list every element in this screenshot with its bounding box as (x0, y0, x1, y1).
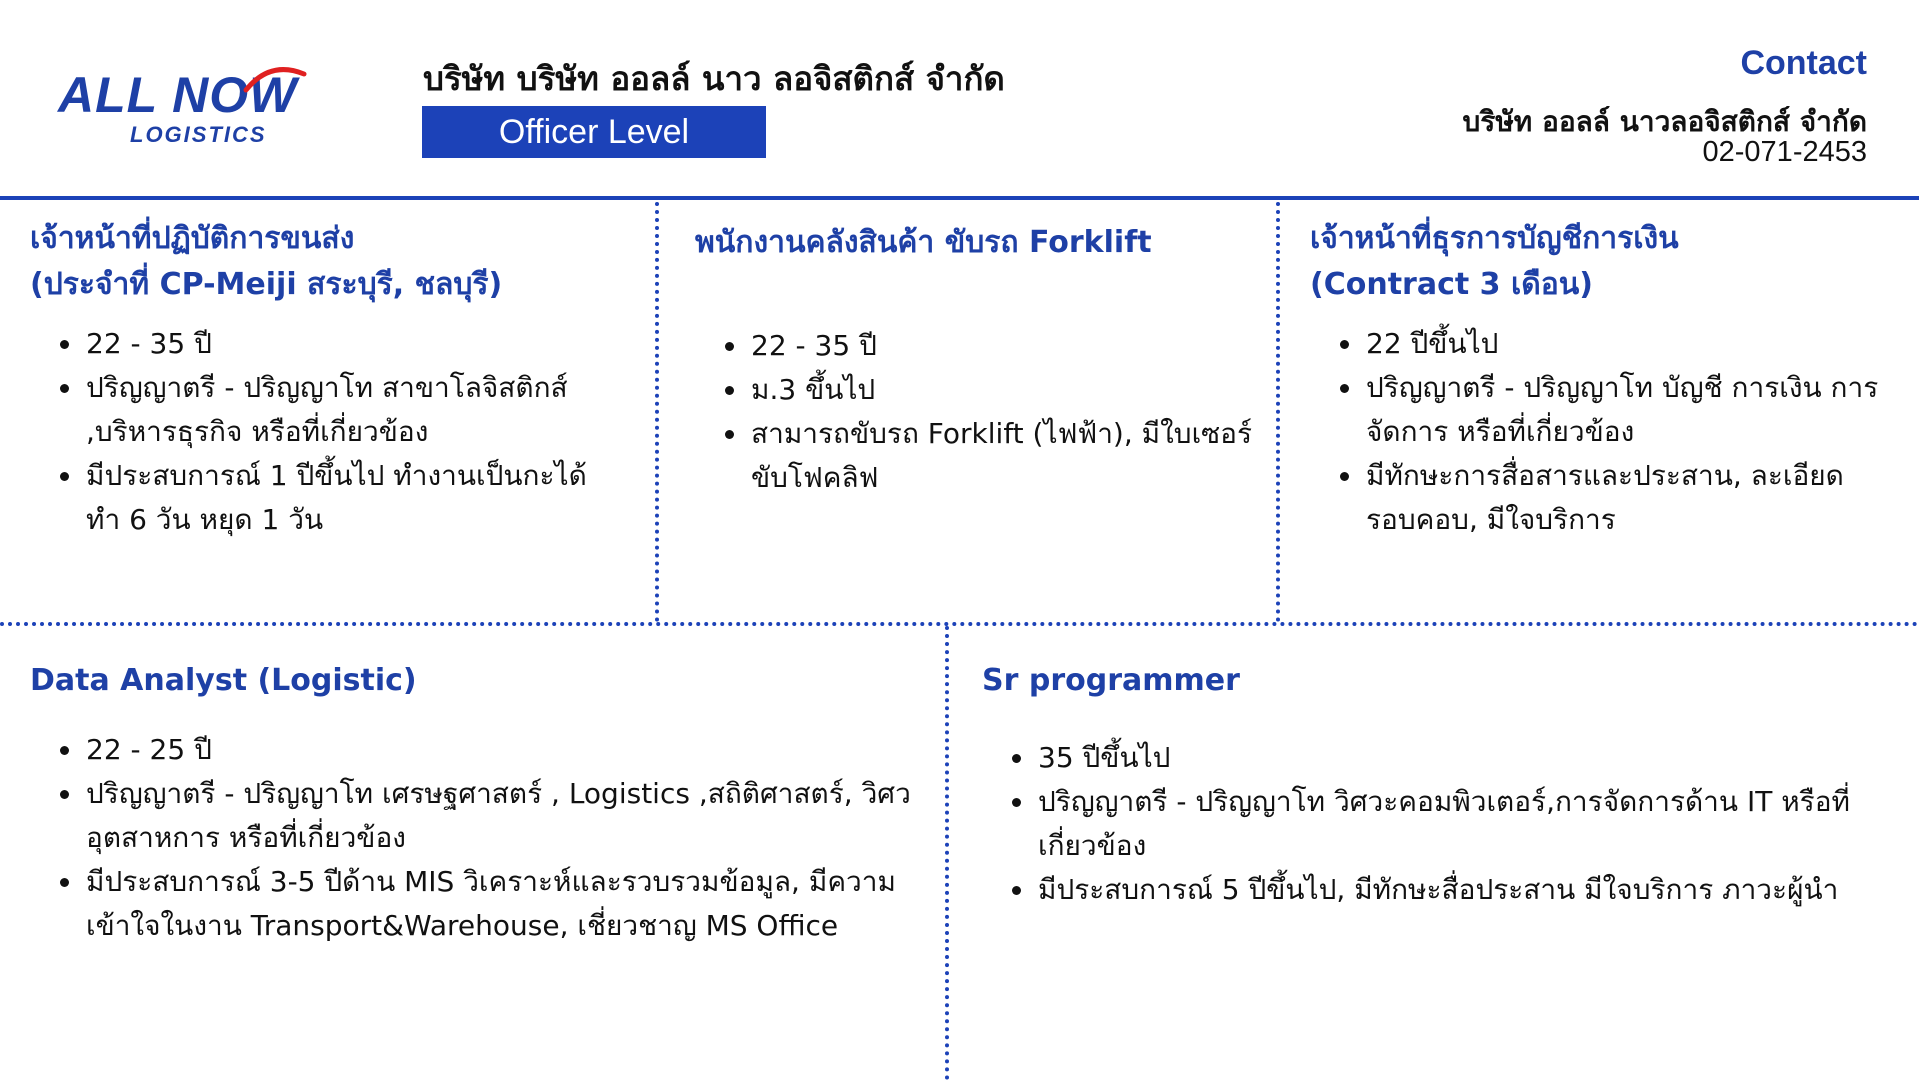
company-logo (58, 66, 368, 156)
job-card-data-analyst (30, 658, 930, 948)
contact-title: Contact (1740, 44, 1867, 82)
divider-vertical-1 (655, 202, 659, 622)
divider-vertical-3 (945, 626, 949, 1080)
contact-phone: 02-071-2453 (1702, 136, 1867, 168)
header-divider (0, 196, 1919, 200)
requirement-item: • มีประสบการณ์ 1 ปีขึ้นไป ทำงานเป็นกะได้ ทำ 6 วัน หยุด 1 วัน (84, 454, 624, 542)
requirement-item: • 22 ปีขึ้นไป (1364, 322, 1884, 366)
job-title-line-2: (Contract 3 เดือน) (1310, 267, 1593, 302)
requirements-list (695, 324, 1255, 500)
requirement-item: • ปริญญาตรี - ปริญญาโท วิศวะคอมพิวเตอร์,การจัดการด้าน IT หรือที่เกี่ยวข้อง (1036, 780, 1856, 868)
requirement-item: • ม.3 ขึ้นไป (749, 368, 1255, 412)
job-title-line-1: Data Analyst (Logistic) (30, 663, 417, 698)
job-card-warehouse-forklift (695, 220, 1255, 500)
requirement-item: • 22 - 25 ปี (84, 728, 924, 772)
job-title (1310, 216, 1890, 308)
requirement-item: • 35 ปีขึ้นไป (1036, 736, 1856, 780)
job-card-transport-officer (30, 216, 630, 542)
level-badge (422, 106, 766, 158)
requirement-item: • ปริญญาตรี - ปริญญาโท เศรษฐศาสตร์ , Logistics ,สถิติศาสตร์, วิศวอุตสาหการ หรือที่เกี่ยวข้อง (84, 772, 924, 860)
job-title (30, 658, 930, 704)
job-title-line-1: เจ้าหน้าที่ปฏิบัติการขนส่ง (30, 221, 355, 256)
company-name: บริษัท บริษัท ออลล์ นาว ลอจิสติกส์ จำกัด (423, 59, 1005, 98)
job-title (982, 658, 1882, 704)
job-title-line-1: Sr programmer (982, 663, 1240, 698)
requirements-list (30, 322, 624, 542)
level-badge-label: Officer Level (498, 112, 690, 151)
contact-company: บริษัท ออลล์ นาวลอจิสติกส์ จำกัด (1462, 105, 1867, 138)
job-title (30, 216, 630, 308)
requirement-item: • มีประสบการณ์ 3-5 ปีด้าน MIS วิเคราะห์และรวบรวมข้อมูล, มีความเข้าใจในงาน Transport&Warehouse, เชี่ยวชาญ MS Office (84, 860, 924, 948)
header (0, 0, 1919, 196)
job-title-line-2: (ประจำที่ CP-Meiji สระบุรี, ชลบุรี) (30, 267, 503, 302)
job-card-accounting-officer (1310, 216, 1890, 542)
divider-horizontal (0, 622, 1919, 626)
logo-main-text: ALL NOW (58, 67, 298, 123)
requirement-item: • 22 - 35 ปี (84, 322, 624, 366)
requirement-item: • ปริญญาตรี - ปริญญาโท สาขาโลจิสติกส์ ,บริหารธุรกิจ หรือที่เกี่ยวข้อง (84, 366, 624, 454)
requirements-list (1310, 322, 1884, 542)
requirement-item: • มีทักษะการสื่อสารและประสาน, ละเอียดรอบคอบ, มีใจบริการ (1364, 454, 1884, 542)
requirement-item: • สามารถขับรถ Forklift (ไฟฟ้า), มีใบเซอร์ขับโฟคลิฟ (749, 412, 1255, 500)
job-title (695, 220, 1255, 266)
divider-vertical-2 (1276, 202, 1280, 622)
job-title-line-1: เจ้าหน้าที่ธุรการบัญชีการเงิน (1310, 221, 1679, 256)
logo-sub-text: LOGISTICS (130, 122, 267, 147)
logo-swoosh-icon (240, 66, 310, 96)
requirements-list (982, 736, 1856, 912)
requirement-item: • มีประสบการณ์ 5 ปีขึ้นไป, มีทักษะสื่อประสาน มีใจบริการ ภาวะผู้นำ (1036, 868, 1856, 912)
job-title-line-1: พนักงานคลังสินค้า ขับรถ Forklift (695, 225, 1152, 260)
job-card-sr-programmer (982, 658, 1882, 912)
requirement-item: • ปริญญาตรี - ปริญญาโท บัญชี การเงิน การจัดการ หรือที่เกี่ยวข้อง (1364, 366, 1884, 454)
requirements-list (30, 728, 924, 948)
requirement-item: • 22 - 35 ปี (749, 324, 1255, 368)
